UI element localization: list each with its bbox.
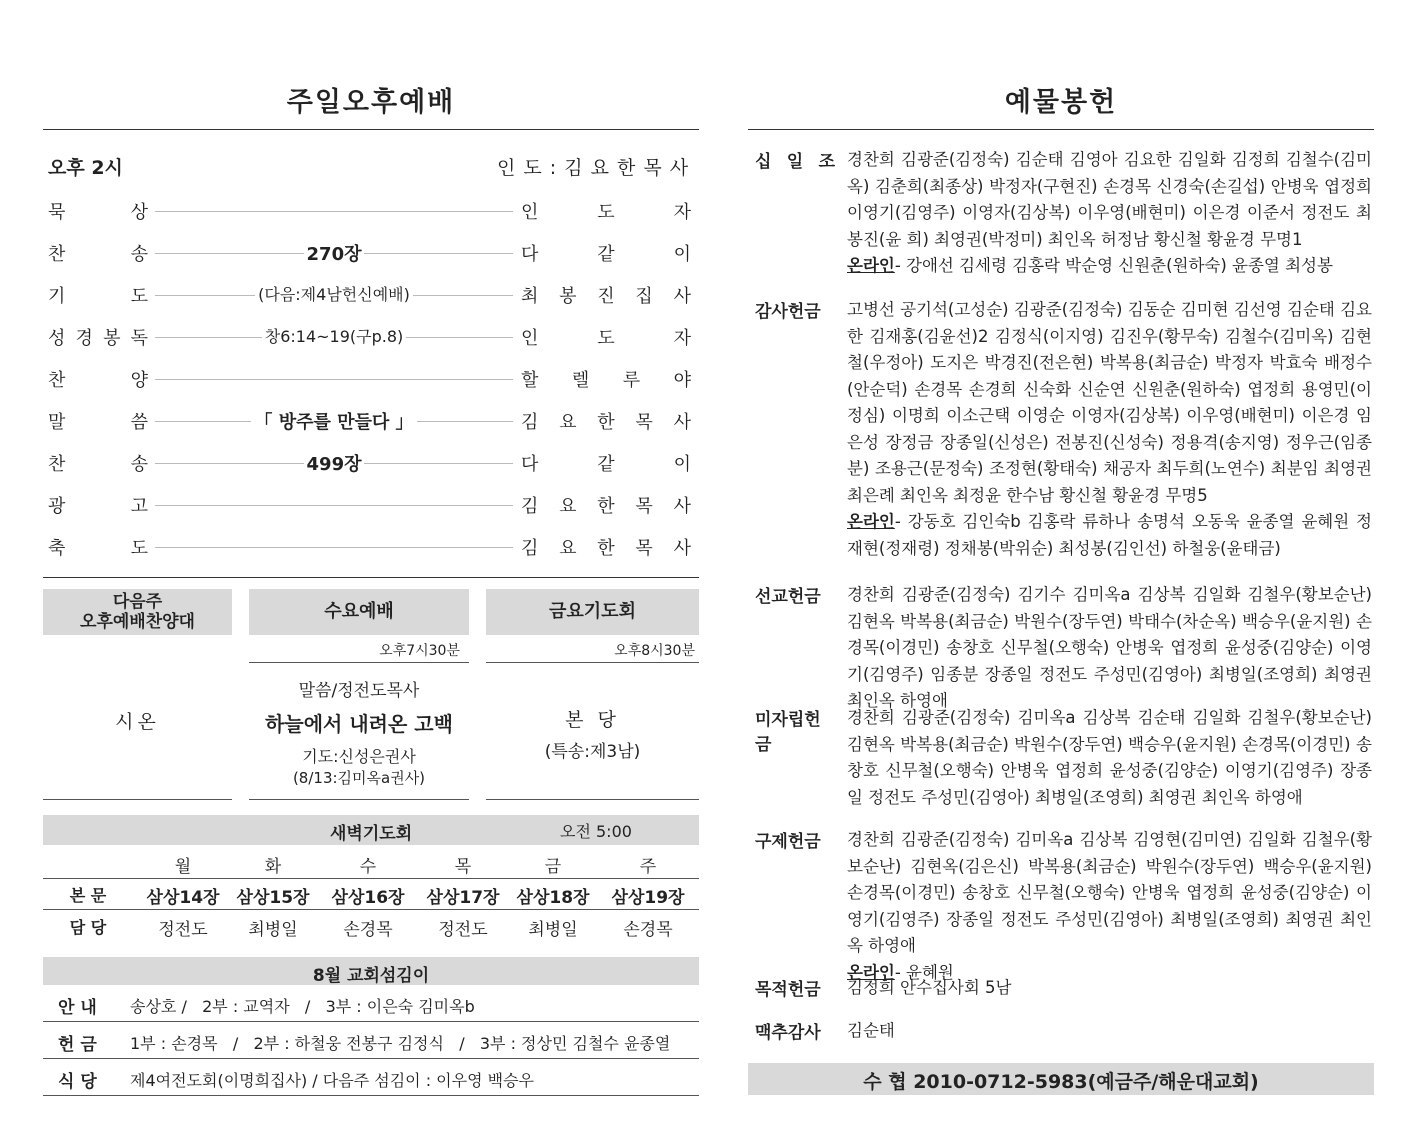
dawn-leader: 최병일 [528,920,578,940]
offering-names: 김정희 안수집사회 5남 [847,978,1012,997]
divider [43,1095,699,1096]
offering-category: 구제헌금 [755,832,821,852]
dawn-scripture: 삼상16장 [331,888,405,908]
offering-names: 경찬희 김광준(김정숙) 김미옥a 김상복 김순태 김일화 김철우(황보순난) 김현옥 박복용(최금순) 박원수(장두연) 백승우(윤지원) 손경목(이경민) 송창호 신무철(오행숙) 안병욱 엽정희 윤성중(김양순) 이영기(김영주) 장종일 정전도 주성민(김영아) 최병일(조영희) 최영권 최인옥 하영애 [847,708,1372,807]
offering-category: 선교헌금 [755,587,821,607]
order-detail: 「 방주를 만들다 」 [155,408,513,434]
offering-category: 감사헌금 [755,302,821,322]
friday-header: 금요기도회 [486,589,699,635]
offering-category: 맥추감사 [755,1023,821,1043]
order-label: 찬 송 [48,244,148,265]
order-detail: 499장 [155,450,513,476]
offering-category: 미자립헌금 [755,710,821,755]
choir-name: 시온 [115,711,160,733]
wednesday-prayer-next: (8/13:김미옥a권사) [292,769,426,787]
dawn-leader: 손경목 [343,920,393,940]
dawn-day: 월 [174,857,192,877]
order-person: 할 렐 루 야 [521,370,691,391]
wednesday-time: 오후7시30분 [379,643,460,659]
friday-place: 본 당 [565,709,620,731]
order-detail: 270장 [155,240,513,266]
dawn-day: 금 [544,857,562,877]
dawn-day: 주 [639,857,657,877]
order-person: 김 요 한 목 사 [521,412,691,433]
dawn-scripture: 삼상17장 [426,888,500,908]
online-label: 온라인 [847,962,895,982]
online-names: - 강애선 김세령 김홍락 박순영 신원춘(원하숙) 윤종열 최성봉 [894,256,1333,275]
wednesday-preacher: 말씀/정전도목사 [298,681,420,701]
bank-account: 수 협 2010-0712-5983(예금주/해운대교회) [863,1071,1259,1093]
service-value: 1부 : 손경목 / 2부 : 하철웅 전봉구 김정식 / 3부 : 정상민 김철수 윤종열 [130,1034,671,1053]
order-label: 기 도 [48,286,148,307]
order-label: 성 경 봉 독 [48,328,148,349]
order-person: 김 요 한 목 사 [521,496,691,517]
offering-names: 경찬희 김광준(김정숙) 김순태 김영아 김요한 김일화 김정희 김철수(김미옥) 김춘희(최종상) 박정자(구현진) 손경목 신경숙(손길섭) 안병욱 엽정희 이영기(김영주) 이영자(김상복) 이우영(배현미) 이은경 이준서 정전도 최봉진(윤 희) 최영권(박정미) 최인옥 허정남 황신철 황윤경 무명1 온라인- 강애선 김세령 김홍락 박순영 신원춘(원하숙) 윤종열 최성봉 [847,150,1372,275]
online-names: - 강동호 김인숙b 김홍락 류하나 송명석 오동욱 윤종열 윤혜원 정재현(정재령) 정채봉(박위순) 최성봉(김인선) 하철웅(윤태금) [847,512,1372,558]
order-person: 인 도 자 [521,202,691,223]
order-label: 광 고 [48,496,148,517]
order-detail: (다음:제4남헌신예배) [155,282,513,305]
order-person: 최 봉 진 집 사 [521,286,691,307]
dawn-leader: 정전도 [438,920,488,940]
right-title: 예물봉헌 [1004,87,1118,118]
order-detail: 창6:14~19(구p.8) [155,324,513,347]
service-value: 제4여전도회(이명희집사) / 다음주 섬김이 : 이우영 백승우 [130,1071,534,1090]
order-label: 묵 상 [48,202,148,223]
dawn-scripture: 삼상19장 [611,888,685,908]
order-label: 축 도 [48,538,148,559]
offering-names: 경찬희 김광준(김정숙) 김미옥a 김상복 김영현(김미연) 김일화 김철우(황보순난) 김현옥(김은신) 박복용(최금순) 박원수(장두연) 백승우(윤지원) 손경목(이경민) 송창호 신무철(오행숙) 안병욱 엽정희 윤성중(김양순) 이영기(김영주) 장종일 정전도 주성민(김영아) 최병일(조영희) 최영권 최인옥 하영애 온라인- 윤혜원 [847,830,1372,982]
offering-category: 목적헌금 [755,980,821,1000]
order-person: 다 같 이 [521,454,691,475]
order-person: 김 요 한 목 사 [521,538,691,559]
dawn-scripture: 삼상18장 [516,888,590,908]
service-label: 헌 금 [58,1035,97,1055]
dawn-scripture: 삼상15장 [236,888,310,908]
offering-names: 경찬희 김광준(김정숙) 김기수 김미옥a 김상복 김일화 김철우(황보순난) 김현옥 박복용(최금순) 박원수(장두연) 박태수(차순옥) 백승우(윤지원) 손경목(이경민) 송창호 신무철(오행숙) 안병욱 엽정희 윤성중(김양순) 이영기(김영주) 임종분 장종일 정전도 주성민(김영아) 최병일(조영희) 최영권 최인옥 하영애 [847,585,1372,710]
dawn-title: 새벽기도회 [330,824,413,844]
service-value: 송상호 / 2부 : 교역자 / 3부 : 이은숙 김미옥b [130,997,475,1016]
friday-time: 오후8시30분 [614,643,695,659]
dawn-day: 수 [359,857,377,877]
offering-names: 김순태 [847,1021,895,1040]
service-leader: 인 도 : 김 요 한 목 사 [497,157,690,179]
left-title: 주일오후예배 [286,87,456,118]
wednesday-prayer: 기도:신성은권사 [302,747,416,766]
dawn-row-label: 담 당 [69,918,107,937]
wednesday-sermon: 하늘에서 내려온 고백 [265,712,453,736]
online-label: 온라인 [847,256,895,275]
service-time: 오후 2시 [48,157,123,179]
online-label: 온라인 [847,512,895,531]
wednesday-header: 수요예배 [249,589,469,635]
dawn-leader: 손경목 [623,920,673,940]
order-label: 찬 송 [48,454,148,475]
dawn-row-label: 본 문 [69,886,107,905]
offering-category: 십 일 조 [755,152,835,172]
order-person: 다 같 이 [521,244,691,265]
friday-special: (특송:제3남) [544,742,641,762]
dawn-leader: 정전도 [158,920,208,940]
dawn-day: 화 [264,857,282,877]
dawn-day: 목 [454,857,472,877]
service-label: 안 내 [58,998,97,1018]
offering-names: 고병선 공기석(고성순) 김광준(김정숙) 김동순 김미현 김선영 김순태 김요한 김재홍(김윤선)2 김정식(이지영) 김진우(황무숙) 김철수(김미옥) 김현철(우정아) 도지은 박경진(전은현) 박복용(최금순) 박정자 박효숙 배정수(안순덕) 손경목 손경희 신숙화 신순연 신원춘(원하숙) 엽정희 용영민(이정심) 이명희 이소근택 이영순 이영자(김상복) 이우영(배현미) 이은경 임은성 장정금 장종일(신성은) 전봉진(신성숙) 정용격(송지영) 정우근(임종분) 조용근(문정숙) 조정현(황태숙) 채공자 최두희(노연수) 최분임 최영권 최은례 최인옥 최정윤 한수남 황신철 황윤경 무명5 온라인- 강동호 김인숙b 김홍락 류하나 송명석 오동욱 윤종열 윤혜원 정재현(정재령) 정채봉(박위순) 최성봉(김인선) 하철웅(윤태금) [847,300,1372,558]
dawn-time: 오전 5:00 [560,822,632,841]
dawn-scripture: 삼상14장 [146,888,220,908]
service-title: 8월 교회섬김이 [312,966,430,986]
order-label: 말 씀 [48,412,148,433]
service-label: 식 당 [58,1072,97,1092]
dawn-leader: 최병일 [248,920,298,940]
order-person: 인 도 자 [521,328,691,349]
online-names: - 윤혜원 [894,962,954,982]
choir-header: 다음주 오후예배찬양대 [43,589,232,635]
order-label: 찬 양 [48,370,148,391]
